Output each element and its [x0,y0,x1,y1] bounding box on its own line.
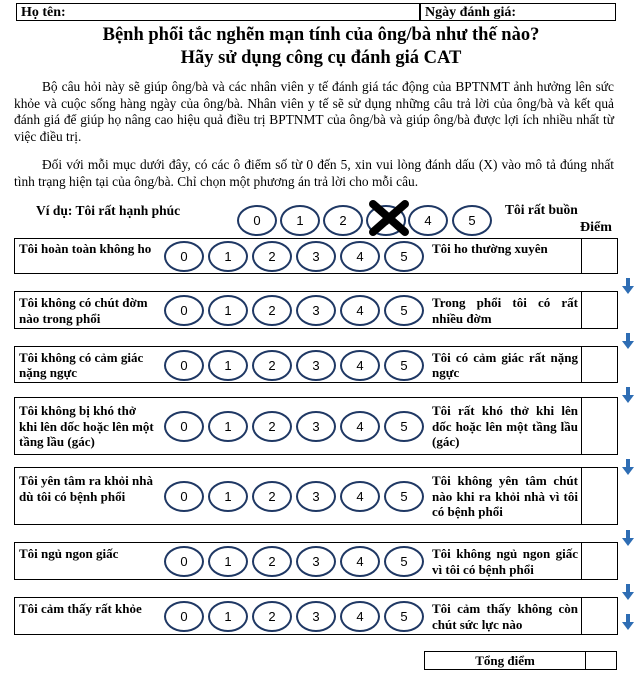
score-option-3[interactable]: 3 [296,411,336,442]
question-left-label: Tôi cảm thấy rất khỏe [19,601,142,616]
score-option-0[interactable]: 0 [164,350,204,381]
example-option-0: 0 [237,205,277,236]
example-x-mark-icon [367,200,411,236]
score-box[interactable] [581,467,618,525]
arrow-down-icon [621,387,635,403]
score-option-3[interactable]: 3 [296,601,336,632]
question-right-label: Tôi không ngủ ngon giấc vì tôi có bệnh phổi [432,546,578,577]
example-right-label: Tôi rất buồn [505,202,578,217]
name-label: Họ tên: [21,5,66,20]
date-field[interactable] [420,3,616,21]
score-option-1[interactable]: 1 [208,350,248,381]
score-option-4[interactable]: 4 [340,241,380,272]
arrow-down-icon [621,459,635,475]
score-option-3[interactable]: 3 [296,295,336,326]
score-option-0[interactable]: 0 [164,601,204,632]
name-field[interactable] [16,3,420,21]
score-option-2[interactable]: 2 [252,546,292,577]
score-option-0[interactable]: 0 [164,241,204,272]
score-option-2[interactable]: 2 [252,295,292,326]
score-option-5[interactable]: 5 [384,241,424,272]
score-option-2[interactable]: 2 [252,241,292,272]
score-option-5[interactable]: 5 [384,481,424,512]
question-right-label: Tôi ho thường xuyên [432,241,548,256]
intro-paragraph-2: Đối với mỗi mục dưới đây, có các ô điểm số từ 0 đến 5, xin vui lòng đánh dấu (X) vào mô tả đúng nhất tình trạng hiện tại của ông/bà. Chỉ chọn một phương án trả lời cho mỗi câu. [14,157,614,189]
score-option-5[interactable]: 5 [384,350,424,381]
question-right-label: Trong phổi tôi có rất nhiều đờm [432,295,578,326]
score-option-3[interactable]: 3 [296,546,336,577]
score-box[interactable] [581,346,618,383]
question-left-label: Tôi yên tâm ra khỏi nhà dù tôi có bệnh phổi [19,473,153,504]
score-option-5[interactable]: 5 [384,411,424,442]
score-option-4[interactable]: 4 [340,601,380,632]
question-left-label: Tôi không bị khó thở khi lên dốc hoặc lên một tầng lầu (gác) [19,403,154,449]
score-box[interactable] [581,291,618,329]
score-option-3[interactable]: 3 [296,241,336,272]
score-header: Điểm [580,220,612,235]
score-option-4[interactable]: 4 [340,350,380,381]
question-right-label: Tôi có cảm giác rất nặng ngực [432,349,578,380]
arrow-down-icon [621,530,635,546]
score-option-2[interactable]: 2 [252,481,292,512]
score-option-3[interactable]: 3 [296,350,336,381]
question-left-label: Tôi ngủ ngon giấc [19,546,119,561]
score-option-2[interactable]: 2 [252,601,292,632]
score-option-5[interactable]: 5 [384,601,424,632]
score-option-5[interactable]: 5 [384,546,424,577]
score-box[interactable] [581,238,618,274]
page-title: Bệnh phổi tắc nghẽn mạn tính của ông/bà như thế nào? [102,25,540,45]
score-option-1[interactable]: 1 [208,481,248,512]
question-left-label: Tôi hoàn toàn không ho [19,241,152,256]
total-label: Tổng điểm [425,652,586,669]
question-right-label: Tôi cảm thấy không còn chút sức lực nào [432,601,578,632]
score-option-1[interactable]: 1 [208,601,248,632]
score-option-2[interactable]: 2 [252,350,292,381]
score-option-1[interactable]: 1 [208,295,248,326]
date-label: Ngày đánh giá: [425,5,517,20]
score-option-0[interactable]: 0 [164,295,204,326]
score-box[interactable] [581,397,618,455]
score-option-2[interactable]: 2 [252,411,292,442]
page-subtitle: Hãy sử dụng công cụ đánh giá CAT [180,48,462,68]
arrow-down-icon [621,278,635,294]
question-left-label: Tôi không có chút đờm nào trong phổi [19,295,148,326]
arrow-down-icon [621,333,635,349]
score-option-4[interactable]: 4 [340,411,380,442]
score-option-1[interactable]: 1 [208,411,248,442]
question-left-label: Tôi không có cảm giác nặng ngực [19,349,144,380]
score-option-4[interactable]: 4 [340,295,380,326]
example-left-label: Ví dụ: Tôi rất hạnh phúc [36,203,181,218]
example-option-5: 5 [452,205,492,236]
score-option-0[interactable]: 0 [164,481,204,512]
score-option-3[interactable]: 3 [296,481,336,512]
question-right-label: Tôi rất khó thở khi lên dốc hoặc lên một tầng lầu (gác) [432,403,578,449]
score-option-4[interactable]: 4 [340,546,380,577]
score-option-1[interactable]: 1 [208,546,248,577]
example-option-2: 2 [323,205,363,236]
arrow-down-icon [621,584,635,600]
question-right-label: Tôi không yên tâm chút nào khi ra khỏi nhà vì tôi có bệnh phổi [432,473,578,519]
intro-paragraph-1: Bộ câu hỏi này sẽ giúp ông/bà và các nhân viên y tế đánh giá tác động của BPTNMT ảnh hưởng lên sức khỏe và cuộc sống hàng ngày của ông/bà. Nhân viên y tế sẽ sử dụng những câu trả lời của ông/bà và kết quả đánh giá để giúp họ nâng cao hiệu quả điều trị BPTNMT của ông/bà và giúp ông/bà được lợi ích nhiều nhất từ việc điều trị. [14,79,614,144]
example-option-1: 1 [280,205,320,236]
score-box[interactable] [581,597,618,635]
arrow-down-icon [621,614,635,630]
total-row [424,651,617,670]
score-option-1[interactable]: 1 [208,241,248,272]
score-box[interactable] [581,542,618,580]
score-option-0[interactable]: 0 [164,546,204,577]
score-option-0[interactable]: 0 [164,411,204,442]
score-option-4[interactable]: 4 [340,481,380,512]
score-option-5[interactable]: 5 [384,295,424,326]
example-option-4: 4 [408,205,448,236]
